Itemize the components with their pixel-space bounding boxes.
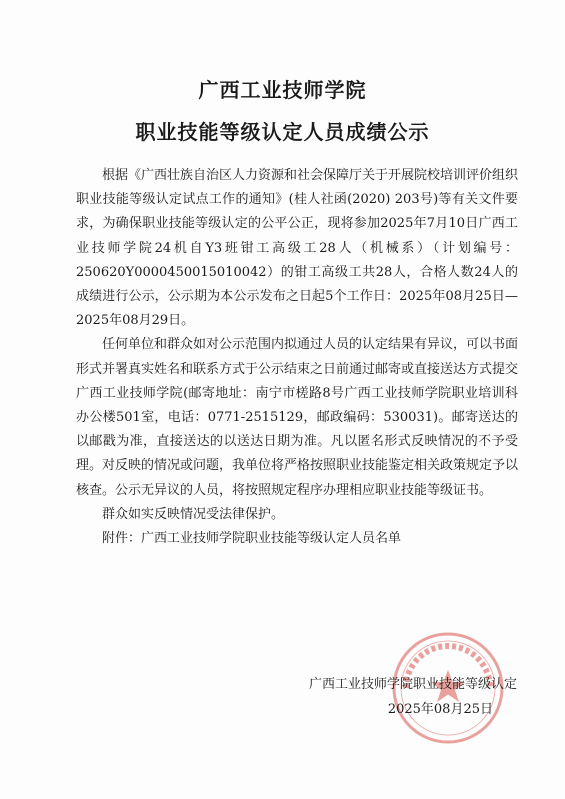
paragraph-objection: 任何单位和群众如对公示范围内拟通过人员的认定结果有异议，可以书面形式并署真实姓名和联系方式于公示结束之日前通过邮寄或直接送达方式提交广西工业技师学院(邮寄地址：南宁市槎路8号广西工业技师学院职业培训科办公楼501室，电话：0771-2515129，邮政编码：530031)。邮寄送达的以邮戳为准，直接送达的以送达日期为准。凡以匿名形式反映情况的不予受理。对反映的情况或问题，我单位将严格按照职业技能鉴定相关政策规定予以核查。公示无异议的人员，将按照规定程序办理相应职业技能等级证书。 — [76, 337, 519, 498]
document-title: 广西工业技师学院 — [198, 78, 367, 102]
signature-organization: 广西工业技师学院职业技能等级认定 — [308, 677, 517, 692]
document-body — [76, 164, 518, 551]
paragraph-basis: 根据《广西壮族自治区人力资源和社会保障厅关于开展院校培训评价组织职业技能等级认定试点工作的通知》(桂人社函(2020) 203号)等有关文件要求，为确保职业技能等级认定的公平公正，现将参加2025年7月10日广西工业技师学院24机自Y3班钳工高级工28人（机械系）（计划编号：250620Y0000450015010042）的钳工高级工共28人，合格人数24人的成绩进行公示，公示期为本公示发布之日起5个工作日：2025年08月25日—2025年08月29日。 — [76, 168, 519, 329]
document-subtitle: 职业技能等级认定人员成绩公示 — [135, 120, 430, 144]
signature-date: 2025年08月25日 — [387, 702, 493, 717]
paragraph-attachment: 附件：广西工业技师学院职业技能等级认定人员名单 — [102, 531, 402, 547]
paragraph-protection: 群众如实反映情况受法律保护。 — [102, 506, 285, 522]
